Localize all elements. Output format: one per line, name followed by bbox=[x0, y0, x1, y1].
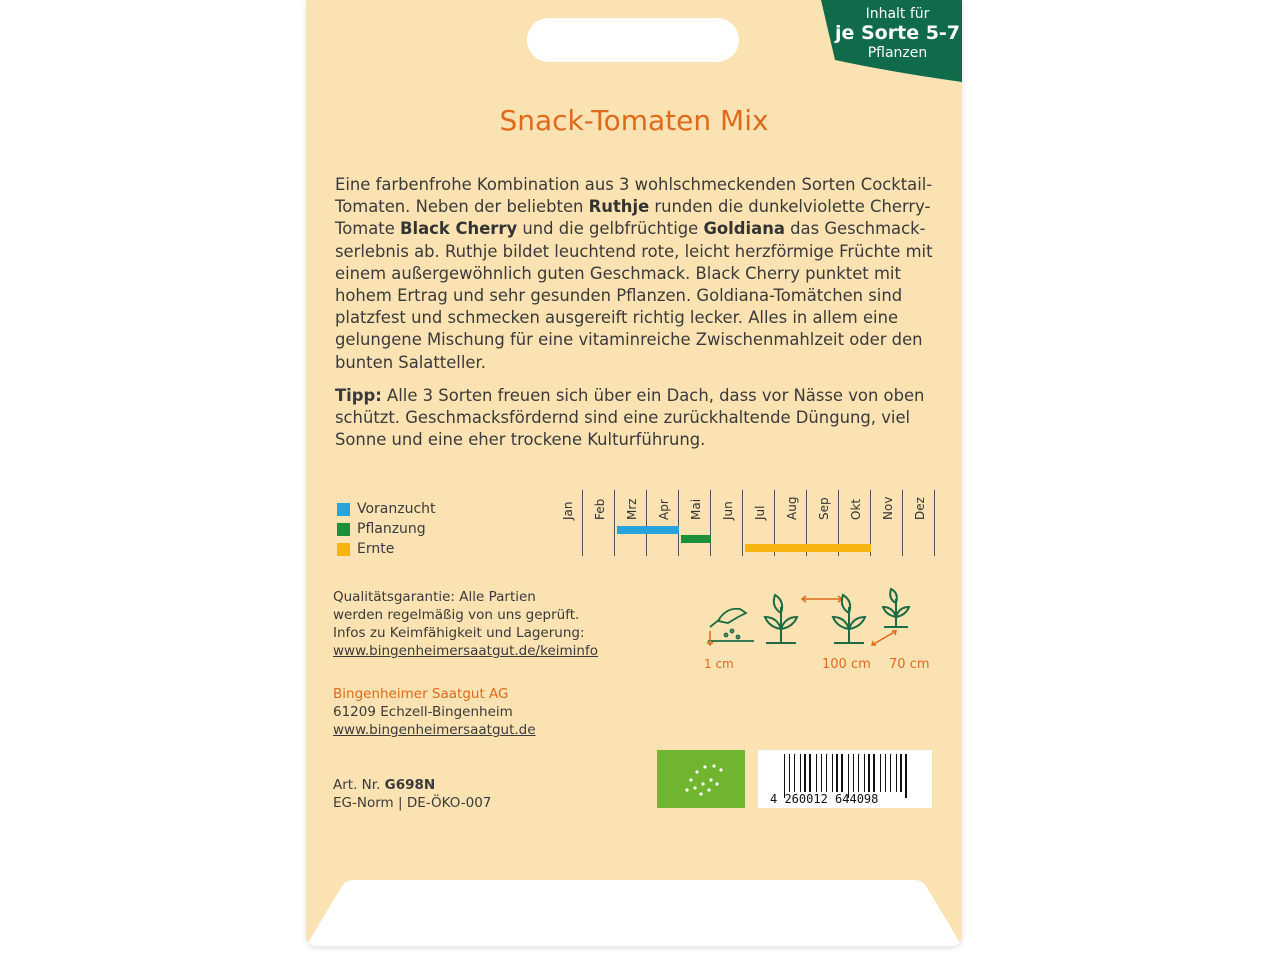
variety-black-cherry: Black Cherry bbox=[400, 219, 518, 239]
barcode-bar bbox=[885, 754, 886, 792]
month-jan bbox=[551, 490, 583, 556]
company-name: Bingenheimer Saatgut AG bbox=[333, 686, 509, 702]
legend-label: Ernte bbox=[357, 541, 395, 557]
month-label: Nov bbox=[881, 496, 895, 520]
month-label: Okt bbox=[849, 498, 863, 520]
month-jun bbox=[711, 490, 743, 556]
legend-swatch bbox=[337, 543, 350, 556]
month-label: Mai bbox=[689, 498, 703, 520]
eu-leaf-icon bbox=[657, 750, 745, 808]
company-website-link[interactable]: www.bingenheimersaatgut.de bbox=[333, 722, 536, 738]
month-mrz bbox=[615, 490, 647, 556]
company-info bbox=[333, 685, 536, 739]
month-label: Dez bbox=[913, 497, 927, 520]
tip bbox=[335, 385, 935, 452]
barcode-bar bbox=[804, 754, 806, 792]
desc-text-3: und die gelbfrüchtige bbox=[517, 219, 704, 239]
month-label: Aug bbox=[785, 496, 799, 520]
month-apr bbox=[647, 490, 679, 556]
month-dez bbox=[903, 490, 935, 556]
desc-text-4: das Geschmackserlebnis ab. Ruthje bildet leuchtend rote, leicht herzförmige Früchte mit einem außergewöhnlich guten Geschmack. Black Cherry punktet mit hohem Ertrag und sehr gesunden Pflanzen. Goldiana-Tomätchen sind platzfest und schmecken ausgereift richtig lecker. Alles in allem eine gelungene Mischung für eine vitaminreiche Zwischenmahlzeit oder den bunten Salatteller. bbox=[335, 219, 933, 372]
article-number: G698N bbox=[384, 777, 436, 793]
barcode-bar bbox=[836, 754, 838, 792]
plant-icon-2 bbox=[833, 595, 865, 643]
barcode-bar bbox=[868, 754, 870, 792]
barcode bbox=[758, 750, 932, 808]
desc-text-1: Eine farbenfrohe Kombination aus 3 wohlschmeckenden Sorten Cocktail-Tomaten. Neben der beliebten bbox=[335, 175, 933, 217]
barcode-bar bbox=[880, 754, 881, 792]
month-label: Sep bbox=[817, 497, 831, 520]
quality-line3: Infos zu Keimfähigkeit und Lagerung: bbox=[333, 625, 585, 641]
desc-text-2: runden die dunkelviolette Cherry-Tomate bbox=[335, 197, 931, 239]
tip-label: Tipp: bbox=[335, 386, 382, 405]
month-feb bbox=[583, 490, 615, 556]
article-number-line bbox=[333, 776, 491, 794]
legend-ernte bbox=[337, 539, 436, 559]
barcode-bar bbox=[858, 754, 859, 792]
growing-calendar bbox=[551, 490, 935, 556]
depth-label: 1 cm bbox=[704, 657, 734, 671]
barcode-bar bbox=[794, 754, 795, 792]
hang-hole bbox=[527, 18, 739, 62]
bottom-cutout bbox=[306, 880, 962, 946]
tip-text: Alle 3 Sorten freuen sich über ein Dach, dass vor Nässe von oben schützt. Geschmacksfördernd sind eine zurückhaltende Düngung, viel Sonne und eine eher trockene Kulturführung. bbox=[335, 386, 925, 450]
plant-icon-3 bbox=[883, 589, 909, 627]
barcode-number: 4 260012 644098 bbox=[770, 792, 879, 806]
eg-norm: EG-Norm | DE-ÖKO-007 bbox=[333, 795, 492, 811]
month-label: Feb bbox=[593, 498, 607, 520]
barcode-bar bbox=[789, 754, 790, 792]
legend-label: Voranzucht bbox=[357, 501, 436, 517]
month-label: Jul bbox=[753, 505, 767, 520]
quality-line2: werden regelmäßig von uns geprüft. bbox=[333, 607, 580, 623]
barcode-bar bbox=[841, 754, 843, 792]
barcode-bar bbox=[826, 754, 827, 792]
badge-line1: Inhalt für bbox=[865, 6, 930, 22]
month-label: Jan bbox=[561, 501, 575, 520]
depth-arrow-icon bbox=[707, 631, 713, 645]
month-label: Mrz bbox=[625, 498, 639, 520]
barcode-bars bbox=[758, 750, 932, 808]
plant-icon bbox=[765, 595, 797, 643]
content-badge bbox=[821, 0, 962, 82]
calendar-bar-pflanzung bbox=[681, 535, 711, 543]
quality-guarantee bbox=[333, 588, 598, 660]
sowing-icons bbox=[696, 585, 936, 675]
legend-voranzucht bbox=[337, 499, 436, 519]
variety-ruthje: Ruthje bbox=[588, 197, 650, 217]
barcode-bar bbox=[821, 754, 822, 792]
barcode-bar bbox=[809, 754, 811, 792]
barcode-bar bbox=[873, 754, 875, 792]
plant-spacing-label: 70 cm bbox=[889, 657, 930, 672]
barcode-bar bbox=[890, 754, 891, 792]
barcode-bar bbox=[900, 754, 902, 792]
legend-pflanzung bbox=[337, 519, 436, 539]
description bbox=[335, 174, 935, 374]
barcode-bar bbox=[832, 754, 833, 792]
article-label: Art. Nr. bbox=[333, 777, 385, 793]
row-spacing-arrow-icon bbox=[802, 596, 842, 602]
barcode-bar bbox=[853, 754, 854, 792]
barcode-bar bbox=[905, 754, 907, 798]
sowing-hand-icon bbox=[708, 609, 754, 641]
month-nov bbox=[871, 490, 903, 556]
legend-swatch bbox=[337, 523, 350, 536]
sowing-illustration bbox=[696, 585, 936, 675]
legend-label: Pflanzung bbox=[357, 521, 426, 537]
month-divider bbox=[934, 490, 935, 556]
badge-line3: Pflanzen bbox=[867, 45, 928, 61]
barcode-bar bbox=[800, 754, 801, 792]
badge-line2: je Sorte 5-7 bbox=[834, 22, 961, 44]
month-label: Jun bbox=[721, 501, 735, 520]
calendar-bar-voranzucht bbox=[617, 526, 679, 534]
keiminfo-link[interactable]: www.bingenheimersaatgut.de/keiminfo bbox=[333, 643, 598, 659]
quality-line1: Qualitätsgarantie: Alle Partien bbox=[333, 589, 536, 605]
row-spacing-label: 100 cm bbox=[822, 657, 871, 672]
calendar-bar-ernte bbox=[745, 544, 871, 552]
eu-organic-logo bbox=[657, 750, 745, 808]
seed-packet-back bbox=[306, 0, 962, 946]
variety-goldiana: Goldiana bbox=[703, 219, 785, 239]
barcode-bar bbox=[864, 754, 865, 792]
month-mai bbox=[679, 490, 711, 556]
plant-spacing-arrow-icon bbox=[872, 631, 896, 645]
product-title: Snack-Tomaten Mix bbox=[499, 104, 769, 137]
barcode-bar bbox=[816, 754, 817, 792]
month-label: Apr bbox=[657, 499, 671, 520]
barcode-bar bbox=[896, 754, 897, 792]
legend-swatch bbox=[337, 503, 350, 516]
article-info bbox=[333, 776, 491, 812]
company-address: 61209 Echzell-Bingenheim bbox=[333, 704, 513, 720]
calendar-legend bbox=[337, 499, 436, 559]
